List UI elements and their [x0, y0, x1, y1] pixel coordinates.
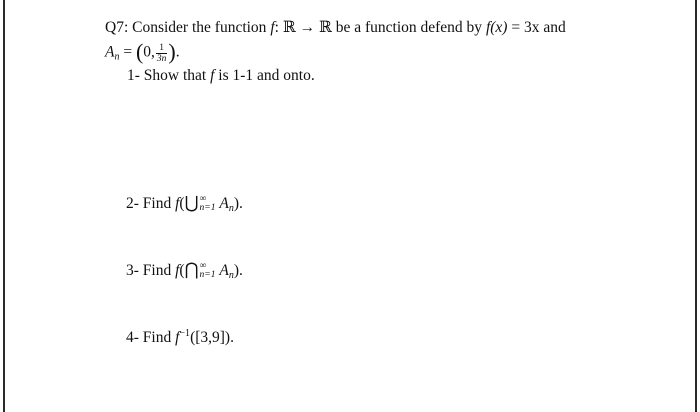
set-symbol: A: [105, 43, 115, 61]
question-number: Q7:: [105, 19, 129, 36]
domain-set: ℝ: [282, 19, 296, 36]
upper-limit: ∞: [199, 194, 207, 205]
fraction: [156, 43, 168, 64]
arrow-icon: →: [299, 19, 316, 36]
closing: ).: [233, 195, 243, 212]
fraction-denominator: 3n: [156, 53, 167, 64]
set-equals: =: [123, 43, 133, 61]
left-paren: (: [135, 39, 144, 64]
question-header: [105, 18, 566, 37]
find-text: Find: [142, 329, 172, 346]
part-label: 1-: [127, 67, 140, 84]
rule-rhs: 3x: [523, 19, 540, 36]
rule-equals: =: [511, 19, 521, 36]
part-1: [127, 67, 315, 85]
function-symbol: f: [270, 19, 275, 36]
union-symbol: ⋃: [184, 193, 199, 212]
intersection-symbol: ⋂: [184, 260, 199, 279]
part-text: is 1-1 and onto.: [218, 67, 315, 84]
set-symbol: A: [219, 195, 229, 212]
set-index: n: [228, 270, 234, 281]
lower-limit: n=1: [199, 270, 216, 281]
rule-lhs: f(x): [485, 19, 508, 36]
find-text: Find: [142, 195, 172, 212]
part-2: [126, 193, 243, 214]
part-label: 2-: [126, 195, 139, 212]
fraction-numerator: 1: [156, 43, 168, 54]
and-text: and: [543, 19, 566, 36]
function-symbol: f: [175, 262, 180, 279]
colon: :: [274, 19, 279, 36]
open-paren: (: [179, 195, 185, 212]
part-label: 4-: [126, 329, 139, 346]
upper-limit: ∞: [199, 261, 207, 272]
open-paren: (: [179, 262, 185, 279]
function-symbol: f: [175, 329, 180, 346]
closing: ).: [233, 262, 243, 279]
inverse-exponent: −1: [179, 328, 191, 339]
question-description: be a function defend by: [335, 19, 483, 36]
codomain-set: ℝ: [318, 19, 332, 36]
set-index: n: [114, 51, 120, 63]
question-intro: Consider the function: [132, 19, 267, 36]
inverse-argument: ([3,9]).: [190, 329, 234, 346]
find-text: Find: [142, 262, 172, 279]
union-limits: [200, 195, 216, 213]
set-definition: [105, 40, 180, 66]
part-3: [126, 260, 243, 281]
period: .: [175, 43, 180, 61]
set-symbol: A: [219, 262, 229, 279]
part-text: Show that: [143, 67, 207, 84]
interval-left: 0,: [143, 43, 155, 61]
part-4: [126, 328, 234, 347]
intersection-limits: [200, 262, 216, 280]
set-index: n: [228, 203, 234, 214]
function-symbol: f: [175, 195, 180, 212]
right-paren: ): [168, 39, 176, 64]
part-label: 3-: [126, 262, 139, 279]
function-symbol: f: [210, 67, 215, 84]
lower-limit: n=1: [199, 203, 216, 214]
